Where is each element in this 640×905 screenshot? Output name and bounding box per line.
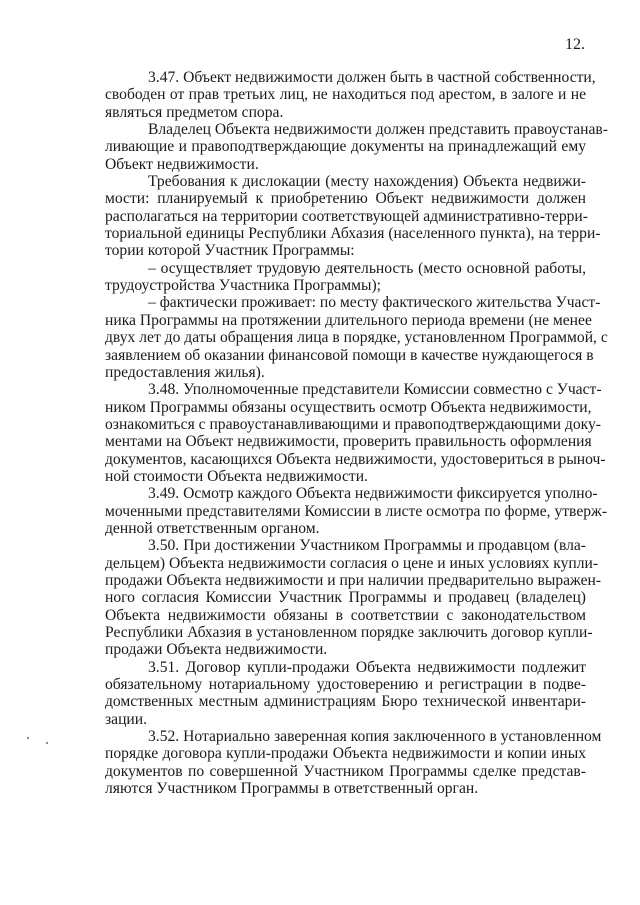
text-line: двух лет до даты обращения лица в порядке, установленном Программой, с — [105, 329, 608, 347]
text-line: ного согласия Комиссии Участник Программы и продавец (владелец) — [105, 589, 586, 607]
text-line: ториальной единицы Республики Абхазия (населенного пункта), на терри- — [105, 225, 601, 243]
paragraph — [105, 121, 608, 173]
text-line: располагаться на территории соответствующей административно-терри- — [105, 207, 588, 225]
page-number: 12. — [565, 36, 585, 53]
text-line: тории которой Участник Программы: — [105, 242, 355, 260]
text-line: являться предметом спора. — [105, 103, 284, 121]
text-line: свободен от прав третьих лиц, не находиться под арестом, в залоге и не — [105, 86, 586, 104]
text-line: Объекта недвижимости обязаны в соответствии с законодательством — [105, 606, 586, 624]
paragraph — [105, 485, 608, 537]
text-line: ознакомиться с правоустанавливающими и правоподтверждающими доку- — [105, 415, 601, 433]
text-line: – фактически проживает: по месту фактического жительства Участ- — [148, 294, 601, 312]
text-line: заявлением об оказании финансовой помощи в качестве нуждающегося в — [105, 346, 594, 364]
paragraph — [105, 260, 586, 295]
text-line: моченными представителями Комиссии в листе осмотра по форме, утверж- — [105, 502, 608, 520]
text-line: 3.49. Осмотр каждого Объекта недвижимости фиксируется уполно- — [148, 485, 598, 503]
text-line: ляются Участником Программы в ответственный орган. — [105, 780, 479, 798]
text-line: ментами на Объект недвижимости, проверить правильность оформления — [105, 433, 592, 451]
text-line: ника Программы на протяжении длительного периода времени (не менее — [105, 311, 592, 329]
text-line: продажи Объекта недвижимости. — [105, 641, 328, 659]
text-line: продажи Объекта недвижимости и при наличии предварительно выражен- — [105, 571, 602, 589]
text-line: порядке договора купли-продажи Объекта недвижимости и копии иных — [105, 745, 586, 763]
text-line: ливающие и правоподтверждающие документы на принадлежащий ему — [105, 138, 586, 156]
text-line: трудоустройства Участника Программы); — [105, 277, 382, 295]
text-line: 3.48. Уполномоченные представители Комиссии совместно с Участ- — [148, 381, 602, 399]
text-line: Республики Абхазия в установленном порядке заключить договор купли- — [105, 624, 593, 641]
paragraph — [105, 173, 601, 260]
scan-speck — [27, 737, 29, 739]
text-line: 3.50. При достижении Участником Программы и продавцом (вла- — [148, 537, 586, 555]
text-line: Объект недвижимости. — [105, 155, 259, 173]
text-line: обязательному нотариальному удостоверению и регистрации в подве- — [105, 676, 586, 694]
text-line: 3.51. Договор купли-продажи Объекта недвижимости подлежит — [148, 658, 586, 676]
paragraph — [105, 537, 602, 659]
paragraph — [105, 381, 606, 485]
text-line: зации. — [105, 710, 148, 728]
scan-speck — [46, 742, 48, 744]
document-body — [105, 69, 608, 798]
text-line: документов, касающихся Объекта недвижимости, удостовериться в рыноч- — [105, 450, 606, 468]
text-line: 3.52. Нотариально заверенная копия заключенного в установленном — [148, 728, 602, 746]
text-line: Владелец Объекта недвижимости должен представить правоустанав- — [148, 121, 608, 139]
text-line: ной стоимости Объекта недвижимости. — [105, 467, 368, 485]
text-line: Требования к дислокации (месту нахождения) Объекта недвижи- — [148, 173, 586, 191]
paragraph — [105, 294, 608, 381]
text-line: дельцем) Объекта недвижимости согласия о цене и иных условиях купли- — [105, 554, 599, 572]
text-line: документов по совершенной Участником Программы сделке представ- — [105, 762, 586, 780]
paragraph — [105, 69, 596, 121]
text-line: домственных местным администрациям Бюро технической инвентари- — [105, 693, 586, 711]
paragraph — [105, 728, 602, 798]
text-line: денной ответственным органом. — [105, 519, 320, 537]
text-line: ником Программы обязаны осуществить осмотр Объекта недвижимости, — [105, 398, 592, 416]
text-line: мости: планируемый к приобретению Объект недвижимости должен — [105, 190, 586, 208]
text-line: 3.47. Объект недвижимости должен быть в частной собственности, — [148, 69, 596, 86]
paragraph — [105, 659, 586, 728]
text-line: – осуществляет трудовую деятельность (место основной работы, — [148, 259, 586, 277]
text-line: предоставления жилья). — [105, 363, 265, 381]
